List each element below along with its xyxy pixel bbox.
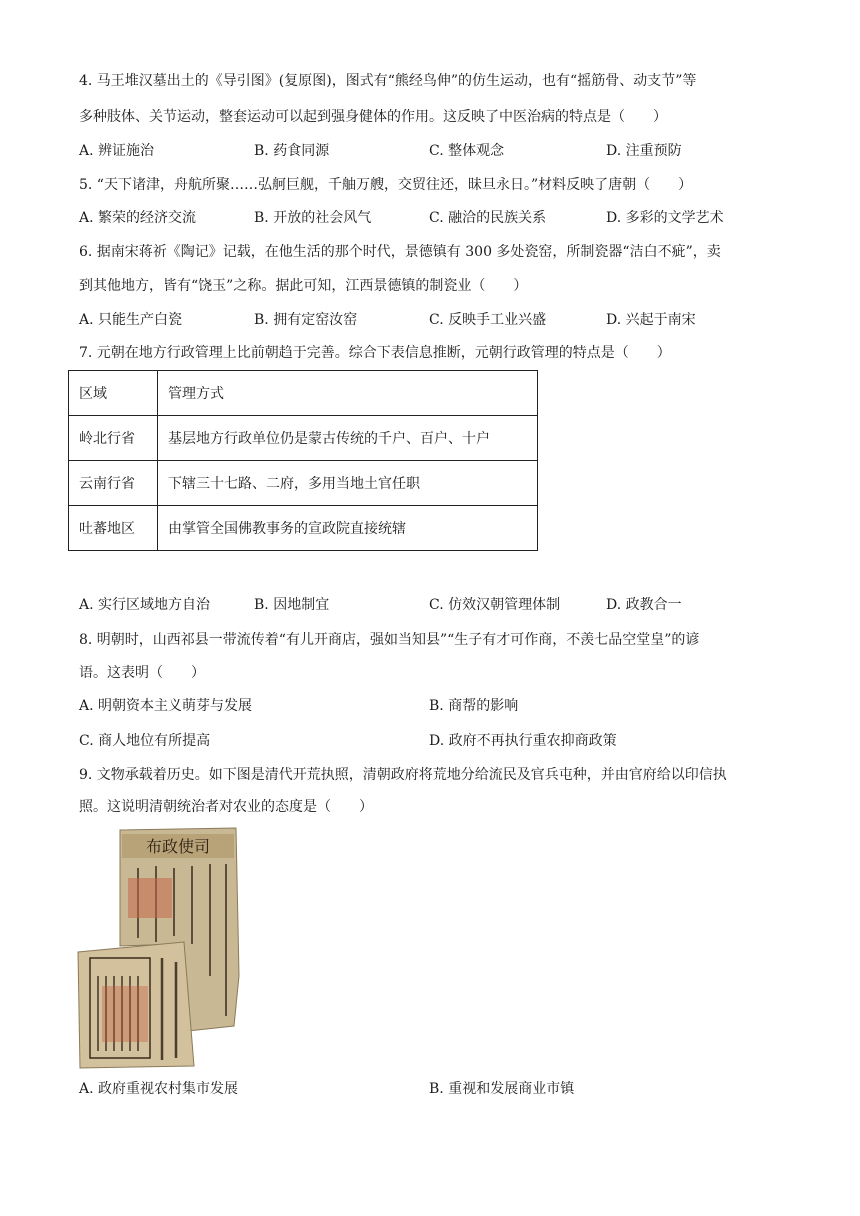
q7-option-c[interactable]: C. 仿效汉朝管理体制 [429,597,561,613]
q4-option-b[interactable]: B. 药食同源 [254,143,330,159]
q4-option-d[interactable]: D. 注重预防 [606,143,682,159]
q5-option-d[interactable]: D. 多彩的文学艺术 [606,210,724,226]
table-cell: 基层地方行政单位仍是蒙古传统的千户、百户、十户 [158,416,538,461]
q8-option-c[interactable]: C. 商人地位有所提高 [79,733,211,749]
q8-option-d[interactable]: D. 政府不再执行重农抑商政策 [429,733,617,749]
q9-option-b[interactable]: B. 重视和发展商业市镇 [429,1081,575,1097]
q4-stem-line2: 多种肢体、关节运动，整套运动可以起到强身健体的作用。这反映了中医治病的特点是（ ） [79,109,667,125]
q7-option-d[interactable]: D. 政教合一 [606,597,682,613]
table-header-cell: 管理方式 [158,371,538,416]
table-row [69,506,538,551]
q4-option-c[interactable]: C. 整体观念 [429,143,505,159]
q8-option-b[interactable]: B. 商帮的影响 [429,698,519,714]
q5-option-a[interactable]: A. 繁荣的经济交流 [79,210,197,226]
q9-stem-line2: 照。这说明清朝统治者对农业的态度是（ ） [79,799,373,815]
table-cell: 下辖三十七路、二府，多用当地土官任职 [158,461,538,506]
q4-option-a[interactable]: A. 辨证施治 [79,143,155,159]
q5-stem-line1: 5. “天下诸津，舟航所聚……弘舸巨舰，千舳万艘，交贸往还，昧旦永日。”材料反映了唐朝（ ） [79,177,693,193]
q8-stem-line1: 8. 明朝时，山西祁县一带流传着“有儿开商店，强如当知县”“生子有才可作商，不羡七品空堂皇”的谚 [79,632,700,648]
table-header-row [69,371,538,416]
q6-option-d[interactable]: D. 兴起于南宋 [606,312,696,328]
q7-stem-line1: 7. 元朝在地方行政管理上比前朝趋于完善。综合下表信息推断，元朝行政管理的特点是（ ） [79,345,671,361]
q7-admin-table [68,370,538,551]
q6-option-b[interactable]: B. 拥有定窑汝窑 [254,312,358,328]
table-row [69,416,538,461]
table-cell: 岭北行省 [69,416,158,461]
q6-option-c[interactable]: C. 反映手工业兴盛 [429,312,547,328]
q8-stem-line2: 语。这表明（ ） [79,665,205,681]
q6-stem-line1: 6. 据南宋蒋祈《陶记》记载，在他生活的那个时代，景德镇有 300 多处瓷窑，所制瓷器“洁白不疵”，卖 [79,244,721,260]
table-row [69,461,538,506]
q7-option-a[interactable]: A. 实行区域地方自治 [79,597,211,613]
table-cell: 吐蕃地区 [69,506,158,551]
q7-option-b[interactable]: B. 因地制宜 [254,597,330,613]
table-header-cell: 区域 [69,371,158,416]
q8-option-a[interactable]: A. 明朝资本主义萌芽与发展 [79,698,253,714]
q6-option-a[interactable]: A. 只能生产白瓷 [79,312,183,328]
qing-land-license-photo [76,826,240,1069]
q5-option-b[interactable]: B. 开放的社会风气 [254,210,372,226]
q6-stem-line2: 到其他地方，皆有“饶玉”之称。据此可知，江西景德镇的制瓷业（ ） [79,278,528,294]
q4-stem-line1: 4. 马王堆汉墓出土的《导引图》(复原图)，图式有“熊经鸟伸”的仿生运动，也有“摇筋骨、动支节”等 [79,73,697,89]
table-cell: 由掌管全国佛教事务的宣政院直接统辖 [158,506,538,551]
q9-stem-line1: 9. 文物承载着历史。如下图是清代开荒执照，清朝政府将荒地分给流民及官兵屯种，并由官府给以印信执 [79,767,727,783]
table-cell: 云南行省 [69,461,158,506]
q9-option-a[interactable]: A. 政府重视农村集市发展 [79,1081,239,1097]
license-header-text: 布政使司 [145,837,211,856]
q5-option-c[interactable]: C. 融洽的民族关系 [429,210,547,226]
